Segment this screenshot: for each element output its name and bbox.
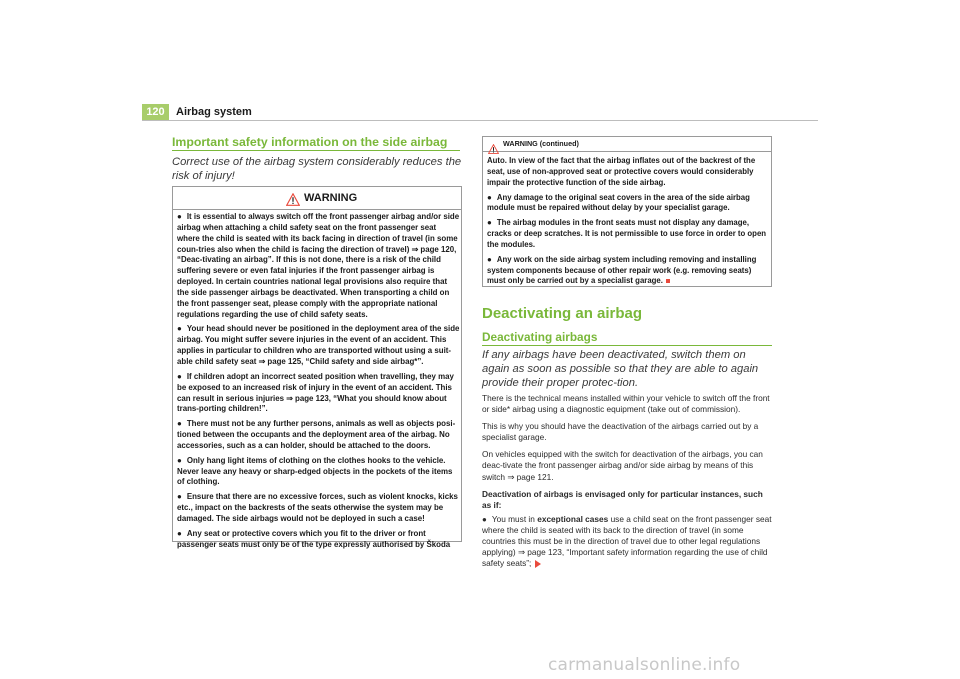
warning-bullet: ● Only hang light items of clothing on the clothes hooks to the vehicle. Never leave any heavy or sharp-edged objects in the pockets of the items of clothing.	[177, 455, 453, 487]
left-lead: Correct use of the airbag system considerably reduces the risk of injury!	[172, 156, 462, 182]
warning-bullet: ● Any seat or protective covers which you fit to the driver or front passenger seats must only be of the type expressly authorised by Škoda	[177, 528, 451, 549]
warning-bullet: ● Ensure that there are no excessive forces, such as violent knocks, kicks etc., impact on the backrests of the seats otherwise the system may be damaged. The side airbags would not be deployed in such a case!	[177, 492, 458, 523]
warning-box	[172, 186, 462, 549]
list-intro: Deactivation of airbags is envisaged only for particular instances, such as if:	[482, 488, 763, 510]
warning-triangle-icon	[286, 191, 300, 210]
paragraph: On vehicles equipped with the switch for deactivation of the airbags, you can deac-tivate the front passenger airbag and/or side airbag by means of this switch ⇒ page 121.	[482, 449, 763, 482]
left-heading-rule	[172, 150, 460, 151]
sub-heading-rule	[482, 345, 772, 346]
watermark: carmanualsonline.info	[548, 655, 741, 675]
warning-bullet: ● If children adopt an incorrect seated position when travelling, they may be exposed to an increased risk of injury in the event of an accident. This can result in serious injuries ⇒ page 123, “What you should know about trans-porting children!”.	[177, 371, 454, 414]
header-divider	[142, 120, 818, 121]
warning-continued-title: WARNING (continued)	[503, 139, 579, 148]
paragraph: This is why you should have the deactivation of the airbags carried out by a specialist garage.	[482, 421, 759, 443]
warning-bullet: ● The airbag modules in the front seats must not display any damage, cracks or deep scratches. It is not permissible to use force in order to open the modules.	[487, 218, 767, 249]
warning-bullet: ● Your head should never be positioned in the deployment area of the side airbag. You might suffer severe injuries in the event of an accident. This applies in particular to children who are transported without using a suit-able child safety seat ⇒ page 125, “Child safety and side airbag*”.	[177, 324, 460, 366]
warning-title: WARNING	[304, 192, 358, 204]
continue-arrow-icon	[535, 560, 541, 568]
right-lead: If any airbags have been deactivated, switch them on again as soon as possible so that they are able to again provide their proper protec-tion.	[482, 349, 759, 389]
warning-body	[177, 212, 460, 554]
paragraph: There is the technical means installed within your vehicle to switch off the front or side* airbag using a diagnostic equipment (take out of commission).	[482, 393, 770, 415]
main-heading: Deactivating an airbag	[482, 305, 643, 322]
warning-continued-header	[483, 137, 771, 152]
page-number: 120	[142, 104, 169, 120]
warning-bullet: ● Any damage to the original seat covers in the area of the side airbag module must be repaired without delay by your specialist garage.	[487, 192, 750, 213]
left-heading: Important safety information on the side airbag	[172, 135, 448, 149]
list-item: ● You must in exceptional cases use a child seat on the front passenger seat where the child is seated with its back to the direction of travel (in some countries this must be in the direction of travel due to other legal regulations applying) ⇒ page 123, “Important safety information regarding the use of child safety seats”;	[482, 513, 772, 569]
warning-bullet: ● There must not be any further persons, animals as well as objects posi-tioned between the occupants and the deployment area of the airbag. No accessories, such as a can holder, should be attached to the doors.	[177, 419, 456, 450]
warning-continued-box	[482, 136, 772, 287]
end-marker-icon	[666, 279, 670, 283]
section-title: Airbag system	[176, 106, 252, 118]
sub-heading: Deactivating airbags	[482, 330, 598, 344]
warning-bullet: ● It is essential to always switch off the front passenger airbag and/or side airbag when attaching a child safety seat on the front passenger seat where the child is seated with its back facing in direction of travel (in some coun-tries also when the child is facing the direction of travel) ⇒ page 120, “Deac-tivating an airbag”. If this is not done, there is a risk of the child suffering severe or even fatal injuries if the front passenger airbag is deployed. In certain countries national legal provisions also require that the side passenger airbags be deactivated. When transporting a child on the front passenger seat, please comply with the appropriate national regulations regarding the use of child safety seats.	[177, 212, 460, 319]
right-body	[482, 393, 774, 575]
warning-bullet: ● Any work on the side airbag system including removing and installing system components because of other repair work (e.g. removing seats) must only be carried out by a specialist garage.	[487, 254, 757, 286]
warning-intro: Auto. In view of the fact that the airbag inflates out of the backrest of the seat, use of non-approved seat or protective covers would considerably impair the protective function of the side airbag.	[487, 156, 756, 187]
warning-continued-body	[487, 156, 770, 291]
warning-header	[173, 187, 461, 210]
